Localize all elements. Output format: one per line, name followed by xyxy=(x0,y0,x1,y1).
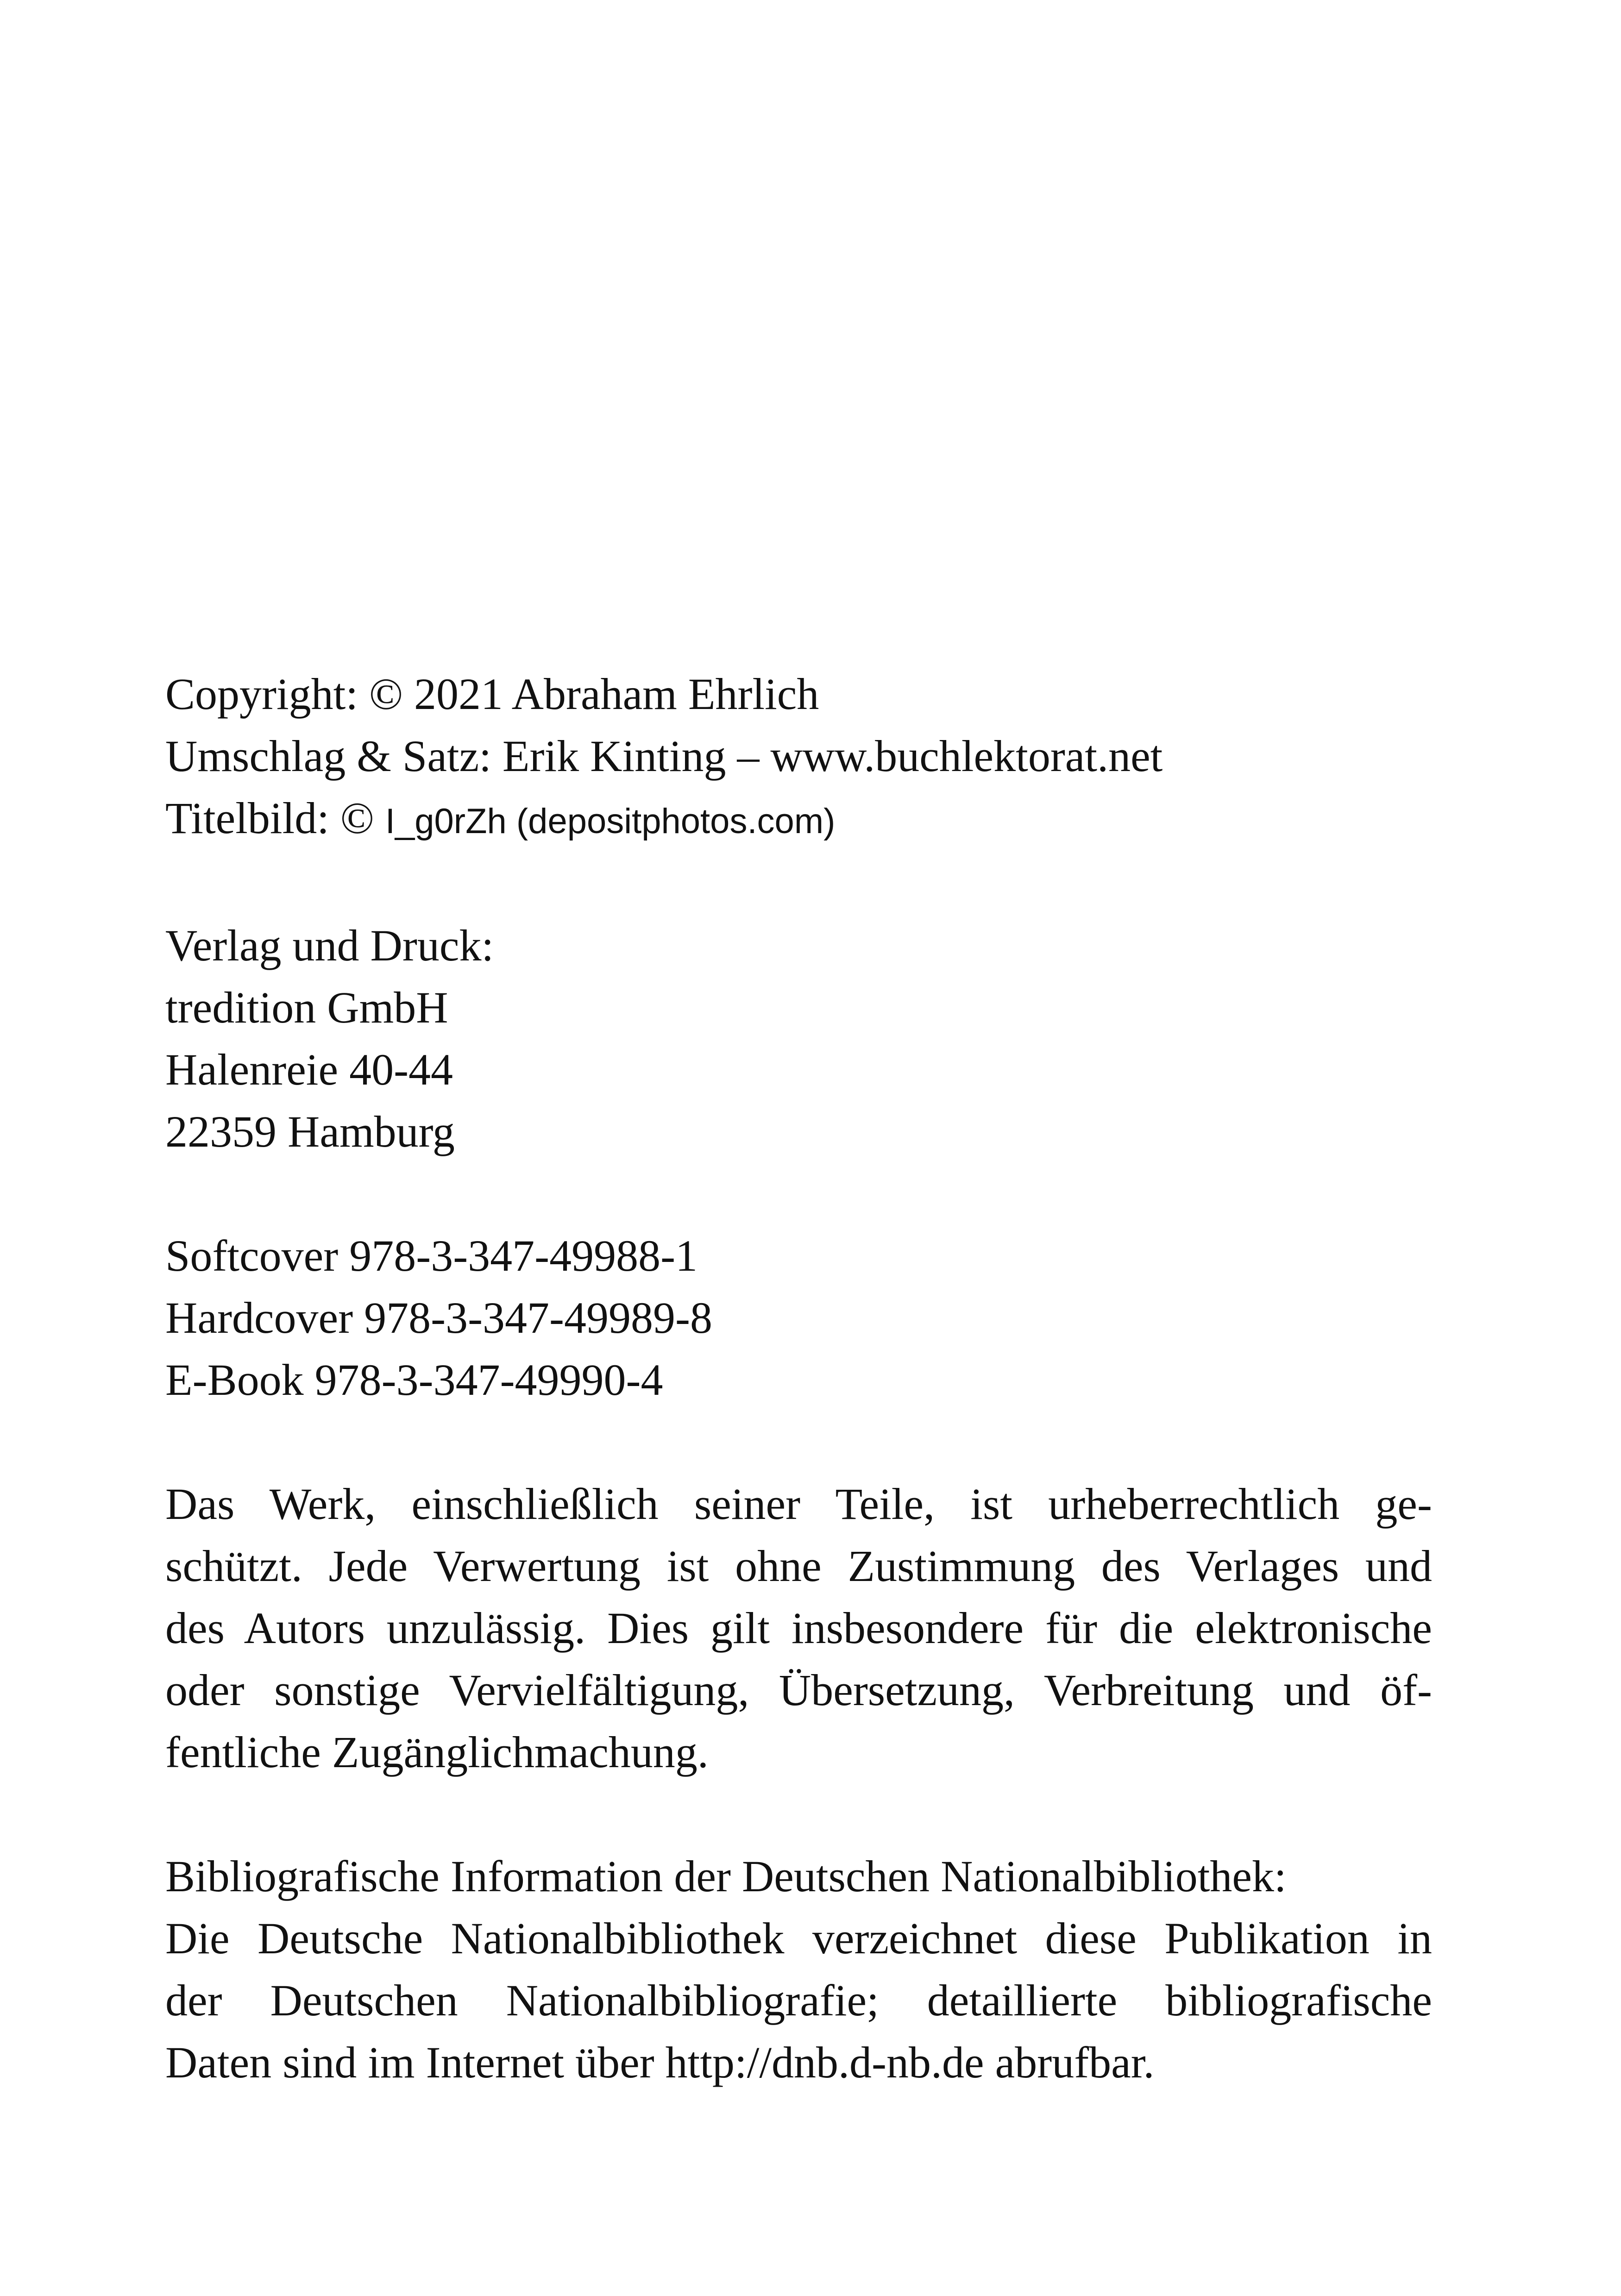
title-image-line xyxy=(165,787,1432,853)
cover-typesetting-line: Umschlag & Satz: Erik Kinting – www.buchlektorat.net xyxy=(165,731,1163,781)
spacer xyxy=(165,1411,1432,1473)
bibliographic-paragraph xyxy=(165,1907,1432,2094)
spacer xyxy=(165,1783,1432,1845)
bibliographic-line: Daten sind im Internet über http://dnb.d-nb.de abrufbar. xyxy=(165,2038,1155,2087)
bibliographic-line: Die Deutsche Nationalbibliothek verzeichnet diese Publikation in xyxy=(165,1913,1432,1963)
copyright-line: Copyright: © 2021 Abraham Ehrlich xyxy=(165,669,819,719)
isbn-ebook: E-Book 978-3-347-49990-4 xyxy=(165,1355,663,1405)
rights-notice-line: fentliche Zugänglichmachung. xyxy=(165,1727,709,1777)
bibliographic-line: der Deutschen Nationalbibliografie; detaillierte bibliografische xyxy=(165,1976,1432,2025)
rights-notice-line: oder sonstige Vervielfältigung, Übersetzung, Verbreitung und öf- xyxy=(165,1665,1432,1715)
publisher-heading: Verlag und Druck: xyxy=(165,921,494,970)
publisher-name: tredition GmbH xyxy=(165,983,448,1032)
isbn-hardcover: Hardcover 978-3-347-49989-8 xyxy=(165,1293,712,1342)
imprint-block xyxy=(165,663,1432,2094)
title-image-credit: I_g0rZh (depositphotos.com) xyxy=(385,802,836,841)
isbn-softcover: Softcover 978-3-347-49988-1 xyxy=(165,1231,698,1280)
spacer xyxy=(165,1163,1432,1225)
spacer xyxy=(165,853,1432,915)
rights-notice-line: des Autors unzulässig. Dies gilt insbesondere für die elektronische xyxy=(165,1603,1432,1653)
title-image-prefix: Titelbild: © xyxy=(165,793,385,843)
bibliographic-heading: Bibliografische Information der Deutschen Nationalbibliothek: xyxy=(165,1851,1287,1901)
publisher-street: Halenreie 40-44 xyxy=(165,1045,453,1094)
rights-notice-line: schützt. Jede Verwertung ist ohne Zustimmung des Verlages und xyxy=(165,1541,1432,1591)
publisher-city: 22359 Hamburg xyxy=(165,1107,455,1156)
rights-notice-paragraph xyxy=(165,1473,1432,1783)
rights-notice-line: Das Werk, einschließlich seiner Teile, ist urheberrechtlich ge- xyxy=(165,1479,1432,1529)
